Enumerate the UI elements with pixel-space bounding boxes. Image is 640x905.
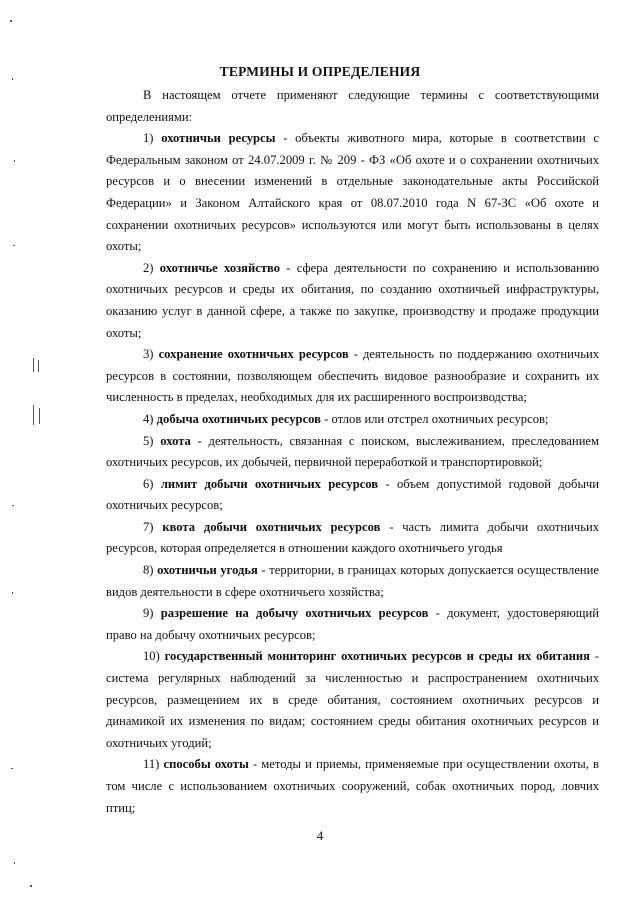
term-item-5 bbox=[106, 431, 599, 474]
term-name: охотничьи угодья bbox=[157, 563, 258, 578]
scan-speck bbox=[14, 862, 15, 864]
term-name: охота bbox=[160, 433, 191, 448]
term-name: лимит добычи охотничьих ресурсов bbox=[160, 476, 379, 491]
term-definition: - документ, удостоверяющий право на добычу охотничьих ресурсов; bbox=[106, 606, 599, 642]
term-item-7 bbox=[106, 517, 599, 560]
term-item-3 bbox=[106, 344, 599, 409]
term-number: 9) bbox=[143, 606, 154, 621]
term-name: разрешение на добычу охотничьих ресурсов bbox=[160, 606, 429, 621]
term-definition: - территории, в границах которых допускается осуществление видов деятельности в сфере охотничьего хозяйства; bbox=[106, 563, 599, 599]
term-definition: - часть лимита добычи охотничьих ресурсов, которая определяется в отношении каждого охотничьего угодья bbox=[106, 519, 600, 556]
term-definition: - сфера деятельности по сохранению и использованию охотничьих ресурсов и среды их обитания, по созданию охотничьей инфраструктуры, оказанию услуг в данной сфере, а также по закупке, производству и продаже продукции охоты; bbox=[106, 260, 599, 340]
term-number: 7) bbox=[143, 519, 154, 534]
term-definition: - отлов или отстрел охотничьих ресурсов; bbox=[320, 411, 549, 426]
term-name: охотничьи ресурсы bbox=[161, 131, 276, 146]
term-name: добыча охотничьих ресурсов bbox=[156, 411, 321, 426]
scan-speck bbox=[30, 885, 32, 887]
scan-speck bbox=[33, 358, 34, 372]
term-item-4 bbox=[106, 409, 599, 431]
term-definition: - система регулярных наблюдений за численностью и распространением охотничьих ресурсов, размещением их в среде обитания, состоянием охотничьих ресурсов и динамикой их изменения по видам; состоянием среды обитания охотничьих ресурсов и охотничьих угодий; bbox=[106, 649, 599, 750]
term-item-2 bbox=[106, 258, 599, 344]
term-definition: - объекты животного мира, которые в соответствии с Федеральным законом от 24.07.2009 г. № 209 - ФЗ «Об охоте и о сохранении охотничьих ресурсов и о внесении изменений в отдельные законодательные акты Российской Федерации» и Законом Алтайского края от 08.07.2010 года N 67-ЗС «Об охоте и сохранении охотничьих ресурсов» используются или могут быть использованы в целях охоты; bbox=[106, 131, 599, 254]
intro-paragraph: В настоящем отчете применяют следующие термины с соответствующими определениями: bbox=[106, 88, 599, 124]
term-item-9 bbox=[106, 603, 599, 646]
term-definition: - объем допустимой годовой добычи охотничьих ресурсов; bbox=[106, 476, 599, 513]
term-number: 11) bbox=[143, 757, 160, 772]
term-name: государственный мониторинг охотничьих ресурсов и среды их обитания bbox=[164, 649, 590, 664]
term-number: 2) bbox=[143, 260, 154, 275]
document-body bbox=[106, 85, 599, 819]
term-definition: - деятельность, связанная с поиском, выслеживанием, преследованием охотничьих ресурсов, их добычей, первичной переработкой и транспортировкой; bbox=[106, 433, 599, 470]
scan-speck bbox=[39, 408, 40, 424]
term-definition: - методы и приемы, применяемые при осуществлении охоты, в том числе с использованием охотничьих сооружений, собак охотничьих пород, ловчих птиц; bbox=[106, 757, 599, 815]
term-name: квота добычи охотничьих ресурсов bbox=[162, 519, 381, 534]
term-number: 10) bbox=[143, 649, 160, 664]
term-item-10 bbox=[106, 646, 599, 754]
page-number: 4 bbox=[316, 828, 324, 843]
term-number: 5) bbox=[143, 433, 154, 448]
term-item-6 bbox=[106, 474, 599, 517]
term-number: 3) bbox=[143, 347, 154, 362]
scan-speck bbox=[12, 592, 13, 594]
scan-speck bbox=[13, 245, 15, 246]
term-number: 8) bbox=[143, 563, 154, 578]
scan-speck bbox=[38, 360, 39, 372]
scan-speck bbox=[14, 160, 15, 162]
scan-speck bbox=[12, 78, 13, 80]
term-name: способы охоты bbox=[163, 757, 249, 772]
term-number: 4) bbox=[143, 411, 154, 426]
page-title: ТЕРМИНЫ И ОПРЕДЕЛЕНИЯ bbox=[219, 64, 421, 79]
term-name: сохранение охотничьих ресурсов bbox=[158, 347, 349, 362]
term-number: 1) bbox=[143, 131, 154, 146]
term-item-8 bbox=[106, 560, 599, 603]
scan-speck bbox=[33, 405, 34, 425]
scan-speck bbox=[12, 505, 14, 506]
scan-speck bbox=[10, 20, 12, 22]
term-item-11 bbox=[106, 754, 599, 819]
scan-speck bbox=[11, 768, 13, 769]
term-name: охотничье хозяйство bbox=[159, 260, 281, 275]
term-definition: - деятельность по поддержанию охотничьих ресурсов в состоянии, позволяющем обеспечить видовое разнообразие и сохранить их численность в пределах, необходимых для их расширенного воспроизводства; bbox=[106, 347, 599, 405]
term-number: 6) bbox=[143, 476, 154, 491]
term-item-1 bbox=[106, 128, 599, 258]
